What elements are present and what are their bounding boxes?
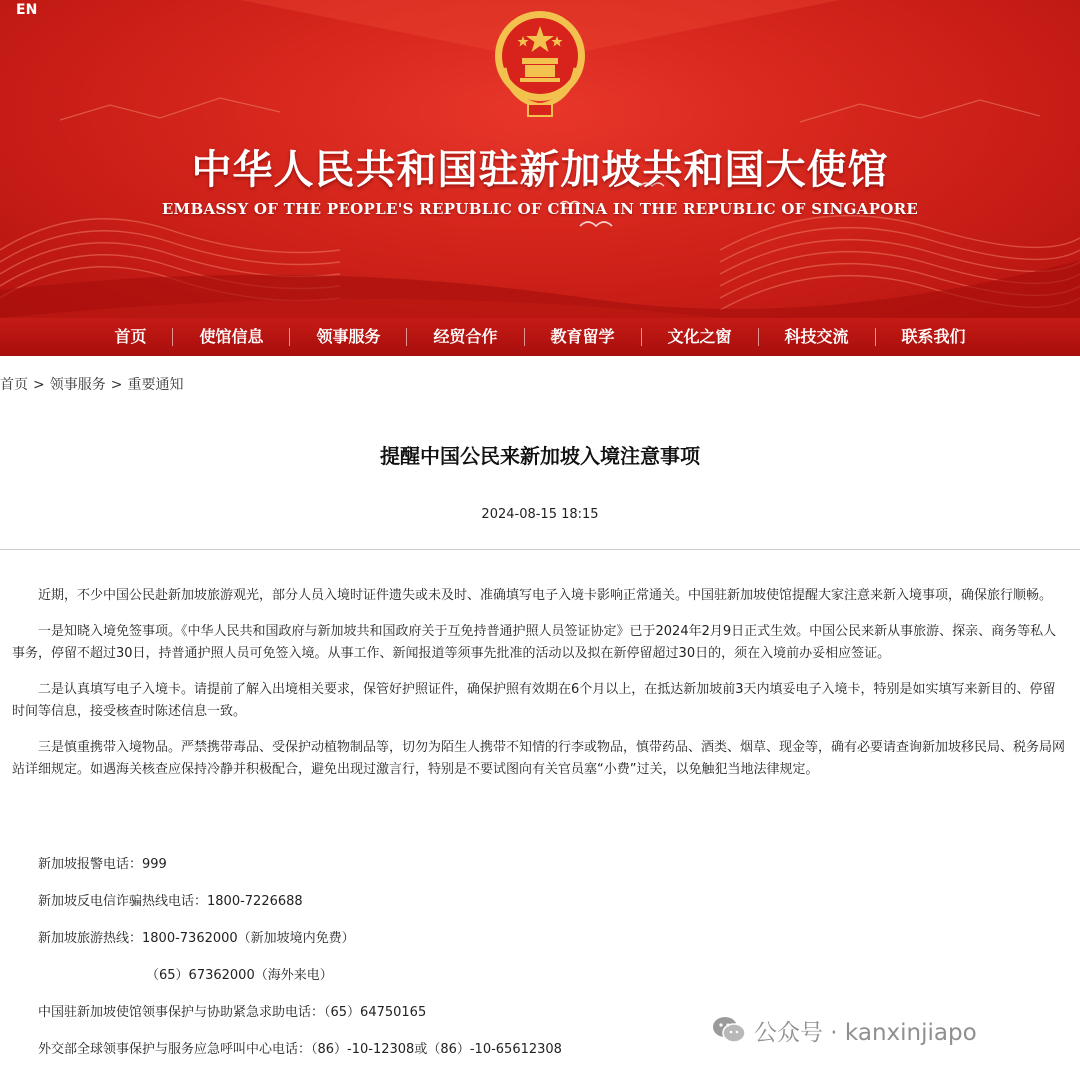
nav-item-trade[interactable]: 经贸合作: [433, 327, 498, 346]
national-emblem-icon: [490, 8, 590, 118]
article-paragraph: 三是慎重携带入境物品。严禁携带毒品、受保护动植物制品等，切勿为陌生人携带不知情的行李或物品，慎带药品、酒类、烟草、现金等，确有必要请查询新加坡移民局、税务局网站详细规定。如遇海关核查应保持冷静并积极配合，避免出现过激言行，特别是不要试图向有关官员塞“小费”过关，以免触犯当地法律规定。: [12, 740, 1066, 777]
nav-item-culture[interactable]: 文化之窗: [667, 327, 732, 346]
article-date: 2024-08-15 18:15: [481, 507, 599, 522]
lang-switch-link[interactable]: EN: [16, 2, 38, 18]
breadcrumb-separator: >: [110, 377, 123, 393]
article-body: [12, 585, 1068, 795]
nav-item-embassy-info[interactable]: 使馆信息: [199, 327, 264, 346]
main-nav: [0, 318, 1080, 356]
article-paragraph: 近期，不少中国公民赴新加坡旅游观光，部分人员入境时证件遗失或未及时、准确填写电子入境卡影响正常通关。中国驻新加坡使馆提醒大家注意来新入境事项，确保旅行顺畅。: [38, 588, 1053, 603]
breadcrumb-separator: >: [33, 377, 45, 393]
breadcrumb-home[interactable]: 首页: [0, 377, 28, 393]
wechat-watermark: [712, 1012, 977, 1048]
article-title: 提醒中国公民来新加坡入境注意事项: [380, 444, 700, 468]
nav-item-contact[interactable]: 联系我们: [901, 327, 966, 346]
breadcrumb-notices[interactable]: 重要通知: [127, 377, 184, 393]
nav-item-science[interactable]: 科技交流: [784, 327, 849, 346]
title-divider: [0, 549, 1080, 550]
site-title-chinese: 中华人民共和国驻新加坡共和国大使馆: [191, 146, 889, 193]
header-banner: [0, 0, 1080, 318]
contact-tourism-overseas: （65）67362000（海外来电）: [146, 968, 333, 983]
contact-anti-scam: 新加坡反电信诈骗热线电话：1800-7226688: [38, 894, 303, 909]
nav-item-consular-services[interactable]: 领事服务: [316, 327, 381, 346]
contact-mfa-hotline: 外交部全球领事保护与服务应急呼叫中心电话：（86）-10-12308或（86）-10-65612308: [38, 1042, 562, 1057]
nav-item-education[interactable]: 教育留学: [550, 327, 615, 346]
breadcrumb: [0, 374, 183, 394]
watermark-text: 公众号 · kanxinjiapo: [754, 1019, 977, 1046]
contact-tourism-local: 新加坡旅游热线：1800-7362000（新加坡境内免费）: [38, 931, 355, 946]
article-paragraph: 一是知晓入境免签事项。《中华人民共和国政府与新加坡共和国政府关于互免持普通护照人员签证协定》已于2024年2月9日正式生效。中国公民来新从事旅游、探亲、商务等私人事务，停留不超过30日，持普通护照人员可免签入境。从事工作、新闻报道等须事先批准的活动以及拟在新停留超过30日的，须在入境前办妥相应签证。: [12, 624, 1057, 661]
article-paragraph: 二是认真填写电子入境卡。请提前了解入出境相关要求，保管好护照证件，确保护照有效期在6个月以上，在抵达新加坡前3天内填妥电子入境卡，特别是如实填写来新目的、停留时间等信息，接受核查时陈述信息一致。: [12, 682, 1056, 719]
contact-police: 新加坡报警电话：999: [38, 857, 167, 872]
site-title-english: EMBASSY OF THE PEOPLE'S REPUBLIC OF CHINA IN THE REPUBLIC OF SINGAPORE: [161, 200, 919, 218]
breadcrumb-consular[interactable]: 领事服务: [49, 377, 106, 393]
wechat-icon: [712, 1015, 746, 1045]
contact-embassy-emergency: 中国驻新加坡使馆领事保护与协助紧急求助电话：（65）64750165: [38, 1005, 427, 1020]
nav-item-home[interactable]: 首页: [114, 327, 147, 346]
